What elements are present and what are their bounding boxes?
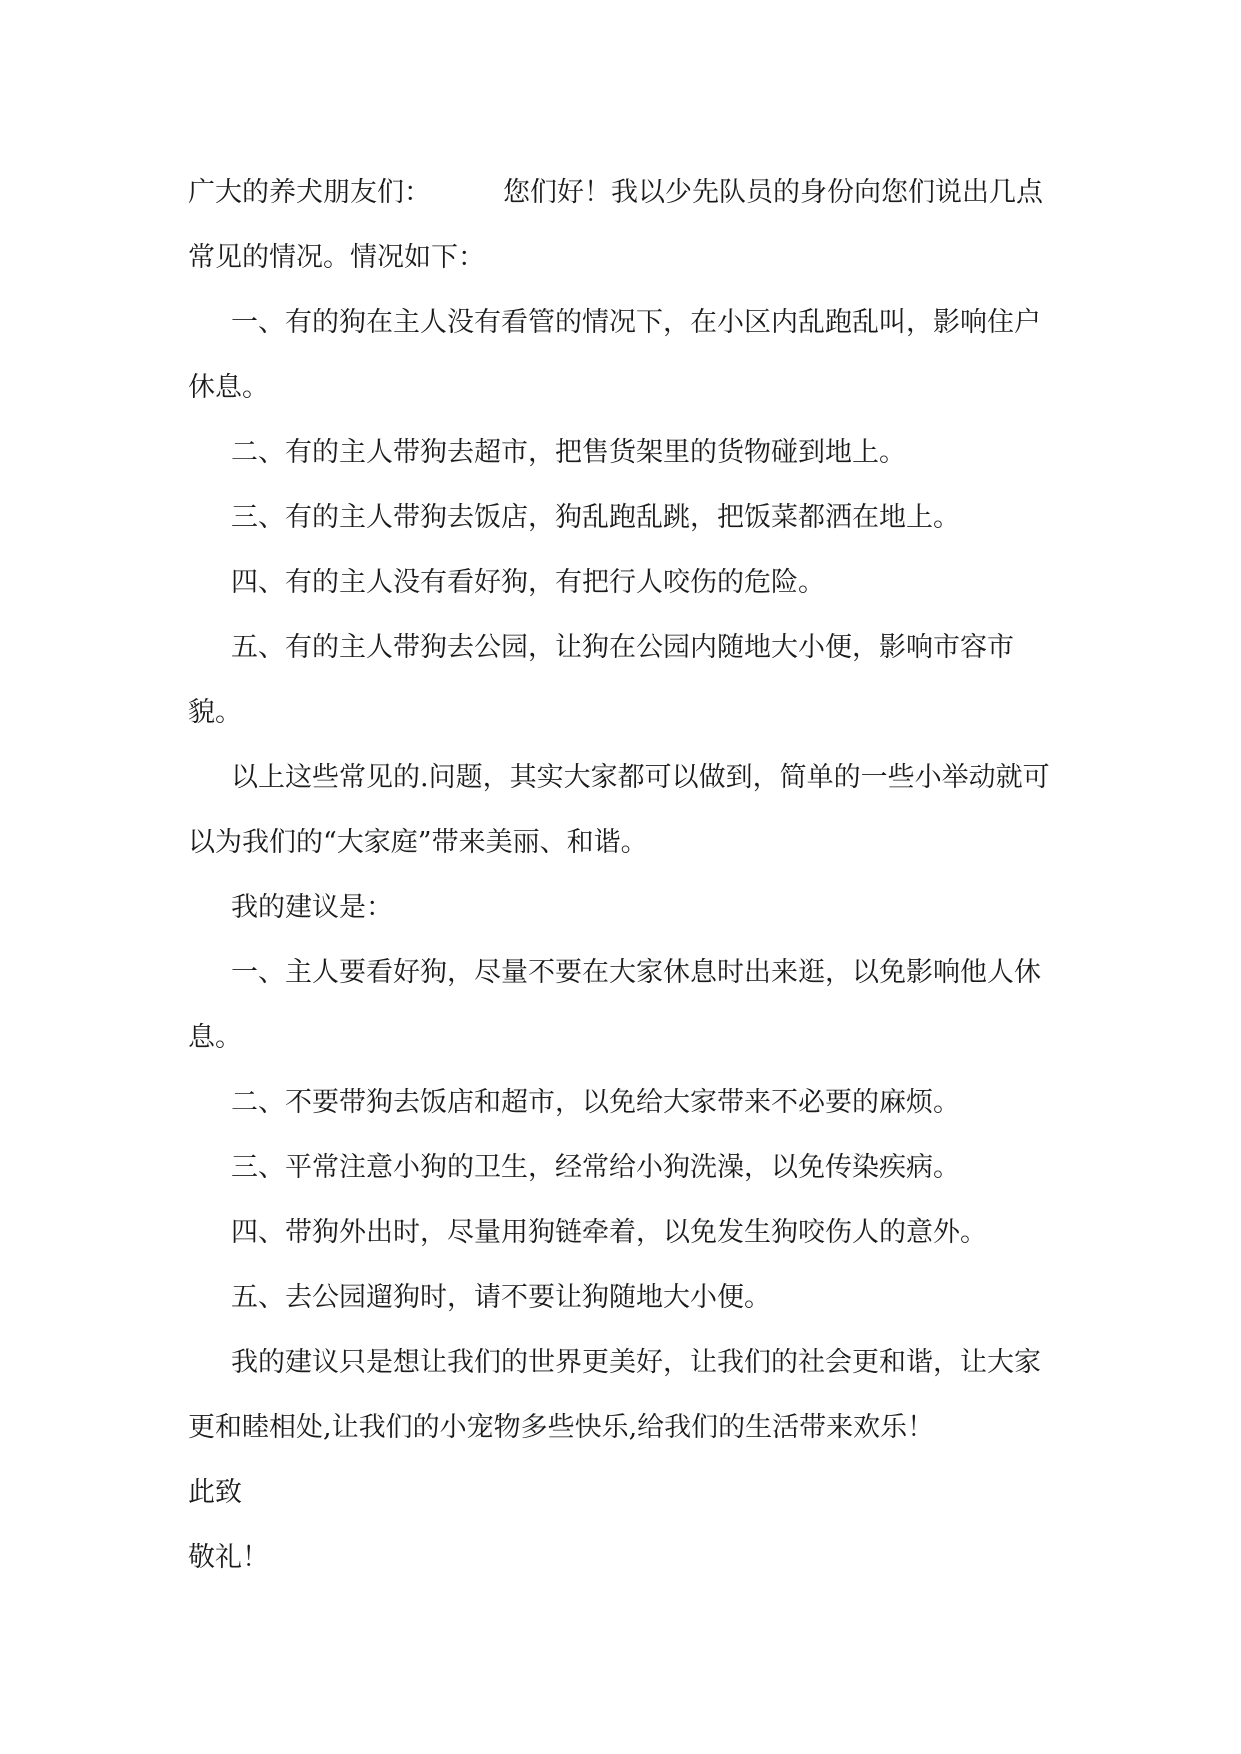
problem-item-1: 一、有的狗在主人没有看管的情况下，在小区内乱跑乱叫，影响住户休息。	[188, 307, 1041, 403]
problem-item-5: 五、有的主人带狗去公园，让狗在公园内随地大小便，影响市容市貌。	[188, 632, 1014, 728]
suggestion-item-4: 四、带狗外出时，尽量用狗链牵着，以免发生狗咬伤人的意外。	[231, 1217, 987, 1248]
opening-paragraph	[188, 160, 1058, 290]
suggestion-item-1: 一、主人要看好狗，尽量不要在大家休息时出来逛，以免影响他人休息。	[188, 957, 1041, 1053]
problem-item-2: 二、有的主人带狗去超市，把售货架里的货物碰到地上。	[231, 437, 906, 468]
closing-paragraph: 我的建议只是想让我们的世界更美好，让我们的社会更和谐，让大家更和睦相处,让我们的小宠物多些快乐,给我们的生活带来欢乐！	[188, 1347, 1041, 1443]
suggestion-heading: 我的建议是：	[231, 892, 393, 923]
problem-item-3: 三、有的主人带狗去饭店，狗乱跑乱跳，把饭菜都洒在地上。	[231, 502, 960, 533]
suggestion-item-2: 二、不要带狗去饭店和超市，以免给大家带来不必要的麻烦。	[231, 1087, 960, 1118]
problem-item-4: 四、有的主人没有看好狗，有把行人咬伤的危险。	[231, 567, 825, 598]
closing-line-2: 敬礼！	[188, 1542, 269, 1573]
suggestion-item-3: 三、平常注意小狗的卫生，经常给小狗洗澡，以免传染疾病。	[231, 1152, 960, 1183]
closing-line-1: 此致	[188, 1477, 242, 1508]
salutation: 广大的养犬朋友们：	[188, 177, 431, 208]
letter-body	[188, 160, 1058, 1590]
transition-paragraph: 以上这些常见的.问题，其实大家都可以做到，简单的一些小举动就可以为我们的“大家庭”带来美丽、和谐。	[188, 762, 1050, 858]
suggestion-item-5: 五、去公园遛狗时，请不要让狗随地大小便。	[231, 1282, 771, 1313]
intro-text: 您们好！我以少先队员的身份向您们说出几点常见的情况。情况如下：	[188, 177, 1043, 273]
